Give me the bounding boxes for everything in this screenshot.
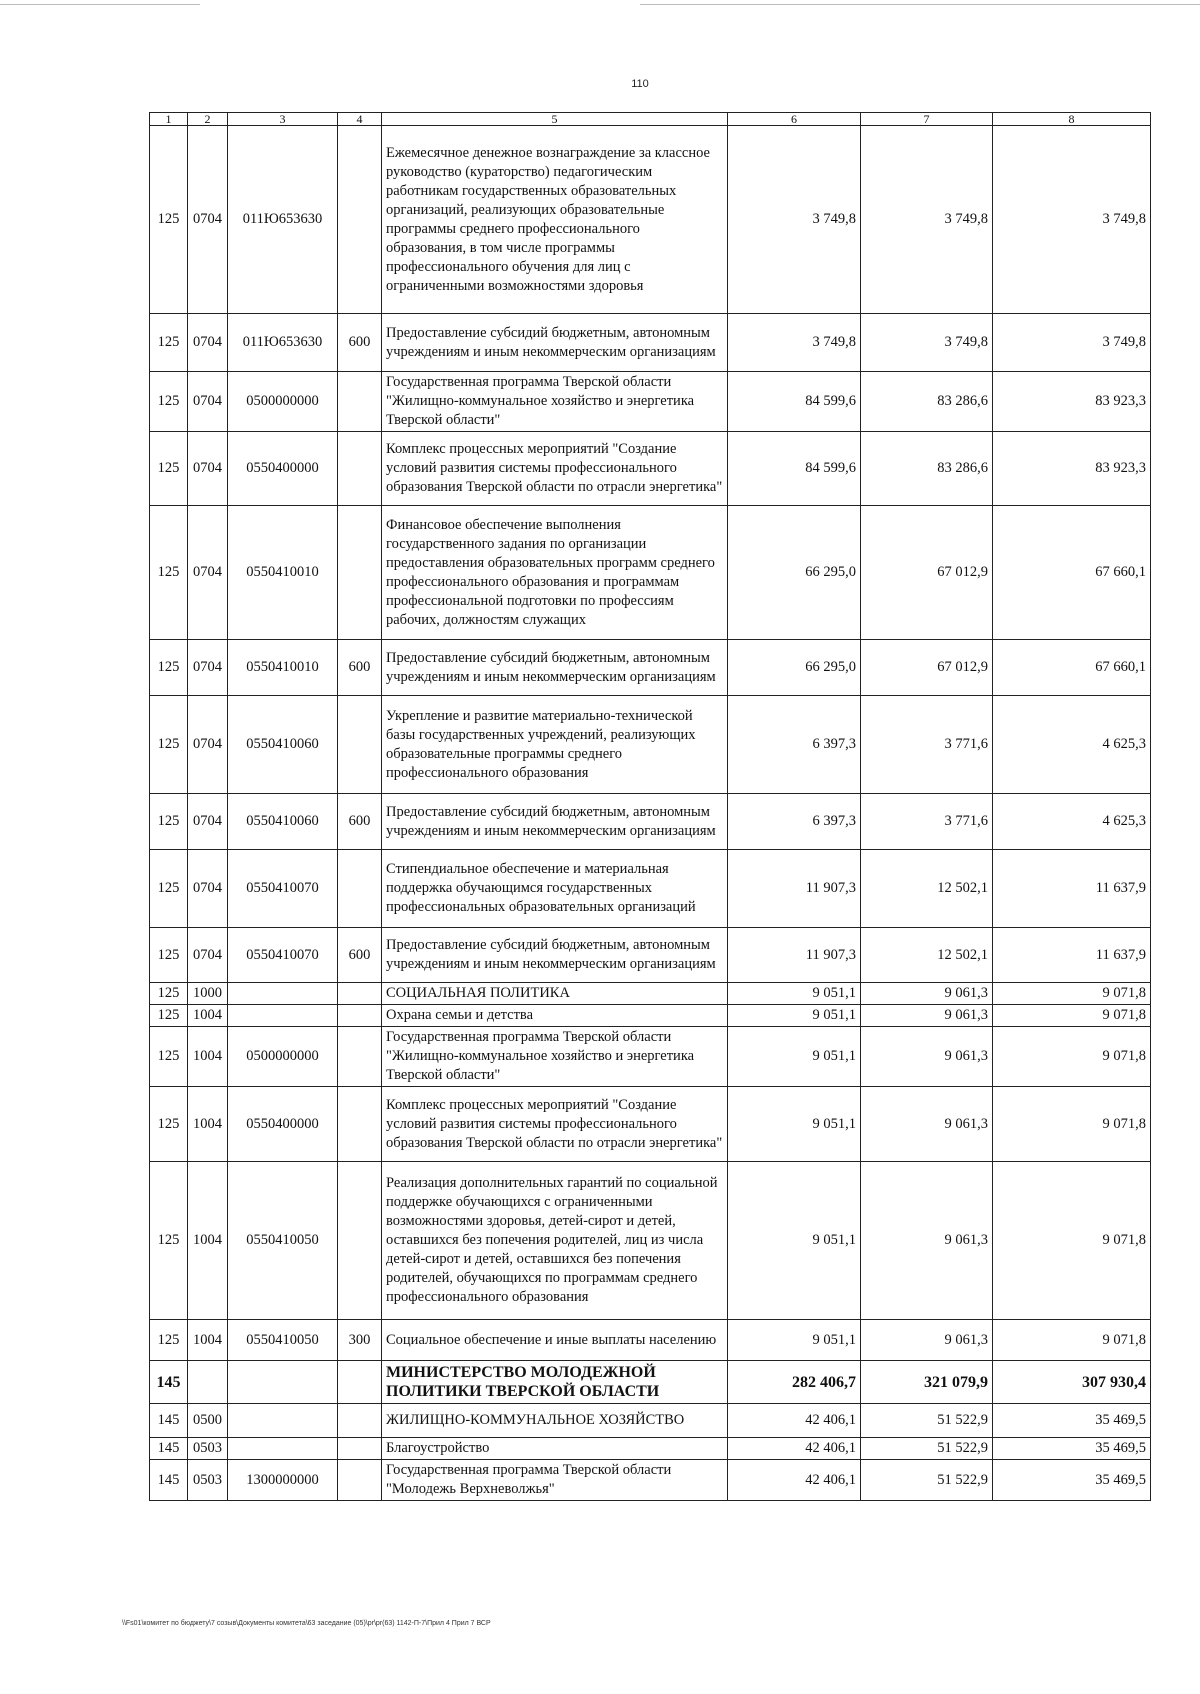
section-code-cell: 0704 (188, 372, 228, 432)
expense-type-cell (338, 1087, 382, 1162)
section-code-cell: 0704 (188, 794, 228, 850)
amount-year1-cell: 9 051,1 (728, 1027, 861, 1087)
table-row (150, 928, 1151, 983)
admin-code-cell: 145 (150, 1460, 188, 1501)
amount-year3-cell: 35 469,5 (993, 1460, 1151, 1501)
amount-year1-cell: 9 051,1 (728, 983, 861, 1005)
description-cell: Предоставление субсидий бюджетным, автономным учреждениям и иным некоммерческим организациям (382, 794, 728, 850)
admin-code-cell: 125 (150, 1162, 188, 1320)
table-row (150, 432, 1151, 506)
target-article-cell: 0500000000 (228, 1027, 338, 1087)
amount-year3-cell: 11 637,9 (993, 850, 1151, 928)
amount-year2-cell: 12 502,1 (861, 850, 993, 928)
target-article-cell (228, 1404, 338, 1438)
expense-type-cell: 600 (338, 640, 382, 696)
admin-code-cell: 125 (150, 1320, 188, 1361)
amount-year3-cell: 9 071,8 (993, 1320, 1151, 1361)
amount-year1-cell: 9 051,1 (728, 1162, 861, 1320)
amount-year2-cell: 51 522,9 (861, 1460, 993, 1501)
table-row (150, 696, 1151, 794)
amount-year2-cell: 9 061,3 (861, 1005, 993, 1027)
amount-year3-cell: 4 625,3 (993, 794, 1151, 850)
table-row (150, 1361, 1151, 1404)
admin-code-cell: 145 (150, 1361, 188, 1404)
description-cell: Социальное обеспечение и иные выплаты населению (382, 1320, 728, 1361)
description-cell: МИНИСТЕРСТВО МОЛОДЕЖНОЙ ПОЛИТИКИ ТВЕРСКОЙ ОБЛАСТИ (382, 1361, 728, 1404)
header-row (150, 113, 1151, 126)
column-number-2: 2 (188, 113, 228, 126)
description-cell: Предоставление субсидий бюджетным, автономным учреждениям и иным некоммерческим организациям (382, 640, 728, 696)
top-rule-right (640, 4, 1200, 5)
amount-year3-cell: 9 071,8 (993, 1005, 1151, 1027)
amount-year1-cell: 9 051,1 (728, 1320, 861, 1361)
amount-year2-cell: 9 061,3 (861, 1027, 993, 1087)
table-row (150, 1162, 1151, 1320)
target-article-cell (228, 1005, 338, 1027)
amount-year3-cell: 3 749,8 (993, 126, 1151, 314)
admin-code-cell: 125 (150, 314, 188, 372)
amount-year3-cell: 9 071,8 (993, 1162, 1151, 1320)
amount-year2-cell: 321 079,9 (861, 1361, 993, 1404)
column-number-4: 4 (338, 113, 382, 126)
amount-year3-cell: 67 660,1 (993, 640, 1151, 696)
admin-code-cell: 125 (150, 126, 188, 314)
section-code-cell: 0500 (188, 1404, 228, 1438)
amount-year2-cell: 12 502,1 (861, 928, 993, 983)
target-article-cell: 0550410070 (228, 928, 338, 983)
description-cell: Благоустройство (382, 1438, 728, 1460)
target-article-cell: 0550410060 (228, 794, 338, 850)
target-article-cell (228, 983, 338, 1005)
expense-type-cell: 600 (338, 314, 382, 372)
amount-year3-cell: 9 071,8 (993, 1027, 1151, 1087)
section-code-cell: 1004 (188, 1320, 228, 1361)
amount-year3-cell: 9 071,8 (993, 1087, 1151, 1162)
amount-year3-cell: 67 660,1 (993, 506, 1151, 640)
section-code-cell: 1004 (188, 1027, 228, 1087)
table-body (150, 126, 1151, 1501)
amount-year1-cell: 84 599,6 (728, 372, 861, 432)
admin-code-cell: 125 (150, 432, 188, 506)
section-code-cell: 0503 (188, 1438, 228, 1460)
amount-year2-cell: 67 012,9 (861, 506, 993, 640)
description-cell: СОЦИАЛЬНАЯ ПОЛИТИКА (382, 983, 728, 1005)
amount-year2-cell: 3 771,6 (861, 794, 993, 850)
amount-year3-cell: 83 923,3 (993, 432, 1151, 506)
amount-year1-cell: 3 749,8 (728, 314, 861, 372)
description-cell: Охрана семьи и детства (382, 1005, 728, 1027)
table-row (150, 1404, 1151, 1438)
amount-year3-cell: 35 469,5 (993, 1438, 1151, 1460)
amount-year1-cell: 42 406,1 (728, 1460, 861, 1501)
target-article-cell: 0550400000 (228, 432, 338, 506)
amount-year2-cell: 3 771,6 (861, 696, 993, 794)
footer-file-path: \\Fs01\комитет по бюджету\7 созыв\Документы комитета\63 заседание (05)\pr\pr(63) 1142-П-7\Прил 4 Прил 7 ВСР (122, 1620, 491, 1627)
amount-year1-cell: 282 406,7 (728, 1361, 861, 1404)
amount-year3-cell: 307 930,4 (993, 1361, 1151, 1404)
description-cell: Стипендиальное обеспечение и материальная поддержка обучающимся государственных профессиональных образовательных организаций (382, 850, 728, 928)
amount-year1-cell: 66 295,0 (728, 506, 861, 640)
amount-year1-cell: 11 907,3 (728, 928, 861, 983)
expense-type-cell (338, 850, 382, 928)
amount-year1-cell: 6 397,3 (728, 696, 861, 794)
admin-code-cell: 125 (150, 928, 188, 983)
description-cell: Государственная программа Тверской области "Молодежь Верхневолжья" (382, 1460, 728, 1501)
target-article-cell: 0550410070 (228, 850, 338, 928)
section-code-cell: 0704 (188, 432, 228, 506)
top-rule-left (0, 4, 200, 5)
expense-type-cell (338, 1162, 382, 1320)
expense-type-cell: 600 (338, 928, 382, 983)
column-number-3: 3 (228, 113, 338, 126)
amount-year3-cell: 83 923,3 (993, 372, 1151, 432)
expense-type-cell (338, 1404, 382, 1438)
target-article-cell: 0550410010 (228, 506, 338, 640)
description-cell: ЖИЛИЩНО-КОММУНАЛЬНОЕ ХОЗЯЙСТВО (382, 1404, 728, 1438)
target-article-cell: 011Ю653630 (228, 126, 338, 314)
amount-year1-cell: 42 406,1 (728, 1404, 861, 1438)
target-article-cell (228, 1361, 338, 1404)
table-row (150, 983, 1151, 1005)
expense-type-cell (338, 696, 382, 794)
amount-year2-cell: 51 522,9 (861, 1438, 993, 1460)
section-code-cell: 0704 (188, 696, 228, 794)
table-row (150, 372, 1151, 432)
table-row (150, 1027, 1151, 1087)
description-cell: Комплекс процессных мероприятий "Создание условий развития системы профессионального образования Тверской области по отрасли энергетика" (382, 1087, 728, 1162)
admin-code-cell: 125 (150, 1005, 188, 1027)
budget-table (149, 112, 1151, 1501)
description-cell: Государственная программа Тверской области "Жилищно-коммунальное хозяйство и энергетика Тверской области" (382, 1027, 728, 1087)
page-number: 110 (631, 78, 649, 90)
table-row (150, 850, 1151, 928)
admin-code-cell: 125 (150, 640, 188, 696)
admin-code-cell: 125 (150, 983, 188, 1005)
amount-year2-cell: 9 061,3 (861, 1162, 993, 1320)
description-cell: Реализация дополнительных гарантий по социальной поддержке обучающихся с ограниченными возможностями здоровья, детей-сирот и детей, оставшихся без попечения родителей, лиц из числа детей-сирот и детей, оставшихся без попечения родителей, обучающихся по программам среднего профессионального образования (382, 1162, 728, 1320)
expense-type-cell (338, 432, 382, 506)
amount-year1-cell: 9 051,1 (728, 1087, 861, 1162)
description-cell: Ежемесячное денежное вознаграждение за классное руководство (кураторство) педагогическим работникам государственных образовательных организаций, реализующих образовательные программы среднего профессионального образования, в том числе программы профессионального обучения для лиц с ограниченными возможностями здоровья (382, 126, 728, 314)
table-row (150, 126, 1151, 314)
expense-type-cell (338, 372, 382, 432)
amount-year2-cell: 3 749,8 (861, 314, 993, 372)
admin-code-cell: 125 (150, 372, 188, 432)
section-code-cell: 0704 (188, 640, 228, 696)
description-cell: Предоставление субсидий бюджетным, автономным учреждениям и иным некоммерческим организациям (382, 314, 728, 372)
amount-year3-cell: 9 071,8 (993, 983, 1151, 1005)
expense-type-cell (338, 1460, 382, 1501)
amount-year1-cell: 66 295,0 (728, 640, 861, 696)
column-number-1: 1 (150, 113, 188, 126)
section-code-cell: 1000 (188, 983, 228, 1005)
expense-type-cell (338, 126, 382, 314)
section-code-cell: 1004 (188, 1162, 228, 1320)
expense-type-cell (338, 506, 382, 640)
section-code-cell (188, 1361, 228, 1404)
target-article-cell: 0500000000 (228, 372, 338, 432)
section-code-cell: 0704 (188, 928, 228, 983)
section-code-cell: 0704 (188, 850, 228, 928)
target-article-cell: 0550410050 (228, 1162, 338, 1320)
amount-year1-cell: 9 051,1 (728, 1005, 861, 1027)
section-code-cell: 0503 (188, 1460, 228, 1501)
amount-year3-cell: 3 749,8 (993, 314, 1151, 372)
target-article-cell (228, 1438, 338, 1460)
description-cell: Финансовое обеспечение выполнения государственного задания по организации предоставления образовательных программ среднего профессионального образования и программам профессиональной подготовки по профессиям рабочих, должностям служащих (382, 506, 728, 640)
admin-code-cell: 145 (150, 1404, 188, 1438)
description-cell: Государственная программа Тверской области "Жилищно-коммунальное хозяйство и энергетика Тверской области" (382, 372, 728, 432)
target-article-cell: 0550410050 (228, 1320, 338, 1361)
target-article-cell: 0550400000 (228, 1087, 338, 1162)
amount-year1-cell: 11 907,3 (728, 850, 861, 928)
section-code-cell: 0704 (188, 126, 228, 314)
table-row (150, 1087, 1151, 1162)
expense-type-cell: 300 (338, 1320, 382, 1361)
amount-year2-cell: 83 286,6 (861, 372, 993, 432)
admin-code-cell: 145 (150, 1438, 188, 1460)
amount-year1-cell: 84 599,6 (728, 432, 861, 506)
amount-year2-cell: 3 749,8 (861, 126, 993, 314)
amount-year2-cell: 83 286,6 (861, 432, 993, 506)
amount-year3-cell: 4 625,3 (993, 696, 1151, 794)
amount-year2-cell: 9 061,3 (861, 983, 993, 1005)
expense-type-cell (338, 1361, 382, 1404)
column-number-8: 8 (993, 113, 1151, 126)
amount-year2-cell: 51 522,9 (861, 1404, 993, 1438)
amount-year1-cell: 6 397,3 (728, 794, 861, 850)
expense-type-cell (338, 1005, 382, 1027)
expense-type-cell: 600 (338, 794, 382, 850)
target-article-cell: 011Ю653630 (228, 314, 338, 372)
amount-year2-cell: 67 012,9 (861, 640, 993, 696)
description-cell: Комплекс процессных мероприятий "Создание условий развития системы профессионального образования Тверской области по отрасли энергетика" (382, 432, 728, 506)
table-row (150, 1005, 1151, 1027)
table-row (150, 1460, 1151, 1501)
expense-type-cell (338, 1027, 382, 1087)
table-row (150, 640, 1151, 696)
admin-code-cell: 125 (150, 1027, 188, 1087)
target-article-cell: 0550410060 (228, 696, 338, 794)
admin-code-cell: 125 (150, 1087, 188, 1162)
table-row (150, 506, 1151, 640)
column-number-6: 6 (728, 113, 861, 126)
amount-year1-cell: 42 406,1 (728, 1438, 861, 1460)
amount-year2-cell: 9 061,3 (861, 1087, 993, 1162)
column-number-7: 7 (861, 113, 993, 126)
table-row (150, 314, 1151, 372)
admin-code-cell: 125 (150, 794, 188, 850)
target-article-cell: 0550410010 (228, 640, 338, 696)
amount-year3-cell: 35 469,5 (993, 1404, 1151, 1438)
amount-year3-cell: 11 637,9 (993, 928, 1151, 983)
expense-type-cell (338, 983, 382, 1005)
table-row (150, 1320, 1151, 1361)
table-row (150, 794, 1151, 850)
section-code-cell: 0704 (188, 506, 228, 640)
table-row (150, 1438, 1151, 1460)
column-number-5: 5 (382, 113, 728, 126)
section-code-cell: 1004 (188, 1005, 228, 1027)
description-cell: Предоставление субсидий бюджетным, автономным учреждениям и иным некоммерческим организациям (382, 928, 728, 983)
description-cell: Укрепление и развитие материально-технической базы государственных учреждений, реализующих образовательные программы среднего профессионального образования (382, 696, 728, 794)
admin-code-cell: 125 (150, 850, 188, 928)
admin-code-cell: 125 (150, 696, 188, 794)
section-code-cell: 0704 (188, 314, 228, 372)
amount-year1-cell: 3 749,8 (728, 126, 861, 314)
target-article-cell: 1300000000 (228, 1460, 338, 1501)
section-code-cell: 1004 (188, 1087, 228, 1162)
amount-year2-cell: 9 061,3 (861, 1320, 993, 1361)
expense-type-cell (338, 1438, 382, 1460)
admin-code-cell: 125 (150, 506, 188, 640)
